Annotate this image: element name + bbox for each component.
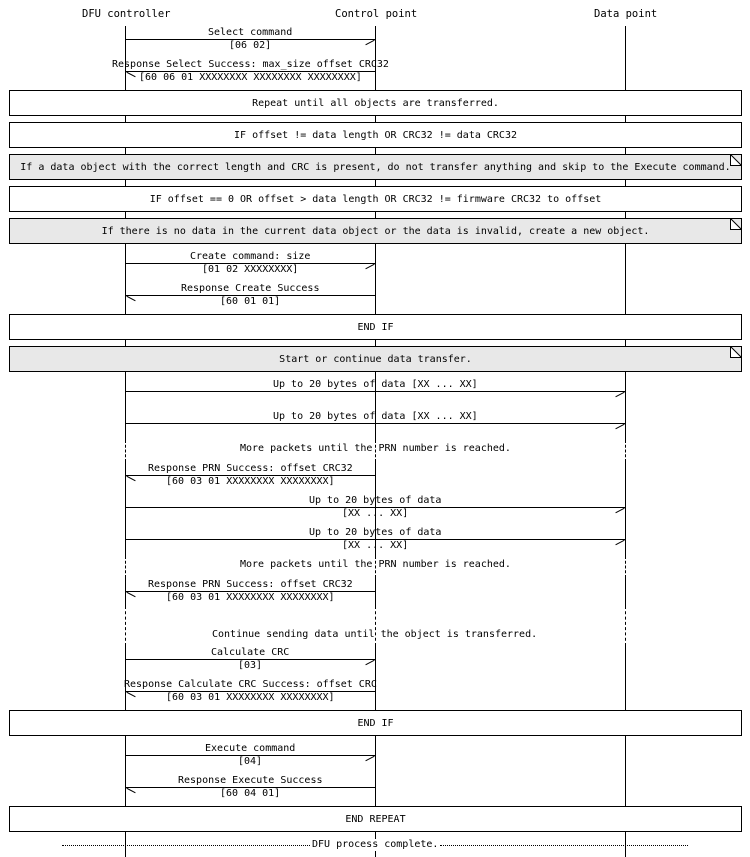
combined-fragment-box: [9, 186, 742, 212]
arrowhead-icon: [126, 592, 135, 598]
note-fold-icon: [730, 154, 742, 166]
message-payload: [60 03 01 XXXXXXXX XXXXXXXX]: [166, 592, 335, 603]
message-label: Up to 20 bytes of data: [309, 495, 442, 506]
message-payload: [06 02]: [229, 40, 272, 51]
arrowhead-icon: [615, 540, 624, 546]
message-label: Up to 20 bytes of data [XX ... XX]: [273, 411, 478, 422]
message-label: Response Execute Success: [178, 775, 323, 786]
message-label: Calculate CRC: [211, 647, 290, 658]
lifeline-control-point: [375, 578, 376, 606]
fragment-label: END IF: [357, 321, 394, 333]
lifeline-dfu-controller: [125, 440, 126, 462]
fragment-label: Repeat until all objects are transferred.: [252, 97, 499, 109]
message-payload: [60 06 01 XXXXXXXX XXXXXXXX XXXXXXXX]: [139, 72, 362, 83]
lifeline-data-point: [625, 578, 626, 606]
note-text: If there is no data in the current data object or the data is invalid, create a new object.: [101, 225, 650, 237]
combined-fragment-box: [9, 90, 742, 116]
arrowhead-icon: [126, 692, 135, 698]
combined-fragment-box: [9, 122, 742, 148]
message-payload: [04]: [238, 756, 263, 767]
arrowhead-icon: [126, 788, 135, 794]
fragment-label: IF offset != data length OR CRC32 != data CRC32: [234, 129, 517, 141]
fragment-label: IF offset == 0 OR offset > data length OR CRC32 != firmware CRC32 to offset: [149, 193, 602, 205]
message-label: Execute command: [205, 743, 296, 754]
message-payload: [60 04 01]: [220, 788, 281, 799]
separator-label: DFU process complete.: [312, 839, 439, 850]
note-box: [9, 346, 742, 372]
separator-line-right: [440, 845, 688, 846]
message-payload: [03]: [238, 660, 263, 671]
participant-control-point: Control point: [335, 8, 418, 20]
lifeline-data-point: [625, 440, 626, 462]
arrowhead-icon: [365, 756, 374, 762]
message-label: Response Create Success: [181, 283, 320, 294]
note-text: Start or continue data transfer.: [279, 353, 472, 365]
participant-dfu-controller: DFU controller: [82, 8, 171, 20]
message-label: Create command: size: [190, 251, 311, 262]
combined-fragment-box: [9, 314, 742, 340]
lifeline-dfu-controller: [125, 556, 126, 578]
message-payload: [XX ... XX]: [342, 540, 409, 551]
delay-note: More packets until the PRN number is reached.: [240, 443, 511, 454]
arrowhead-icon: [615, 392, 624, 398]
separator-line-left: [62, 845, 310, 846]
arrowhead-icon: [365, 660, 374, 666]
delay-note: More packets until the PRN number is reached.: [240, 559, 511, 570]
delay-note: Continue sending data until the object is transferred.: [212, 629, 538, 640]
message-label: Up to 20 bytes of data [XX ... XX]: [273, 379, 478, 390]
message-payload: [60 03 01 XXXXXXXX XXXXXXXX]: [166, 476, 335, 487]
message-payload: [60 03 01 XXXXXXXX XXXXXXXX]: [166, 692, 335, 703]
arrowhead-icon: [365, 40, 374, 46]
message-arrow: [125, 391, 625, 392]
arrowhead-icon: [126, 296, 135, 302]
message-arrow: [125, 423, 625, 424]
combined-fragment-box: [9, 806, 742, 832]
message-label: Response Calculate CRC Success: offset CRC: [124, 679, 377, 690]
note-fold-icon: [730, 346, 742, 358]
message-payload: [XX ... XX]: [342, 508, 409, 519]
fragment-label: END IF: [357, 717, 394, 729]
note-box: [9, 218, 742, 244]
message-label: Up to 20 bytes of data: [309, 527, 442, 538]
lifeline-dfu-controller: [125, 606, 126, 646]
lifeline-data-point: [625, 606, 626, 646]
arrowhead-icon: [615, 424, 624, 430]
note-box: [9, 154, 742, 180]
note-text: If a data object with the correct length and CRC is present, do not transfer anything and skip to the Execute command.: [20, 161, 731, 173]
arrowhead-icon: [365, 264, 374, 270]
arrowhead-icon: [126, 476, 135, 482]
note-fold-icon: [730, 218, 742, 230]
message-payload: [60 01 01]: [220, 296, 281, 307]
message-label: Response PRN Success: offset CRC32: [148, 579, 353, 590]
lifeline-data-point: [625, 462, 626, 556]
fragment-label: END REPEAT: [345, 813, 406, 825]
arrowhead-icon: [126, 72, 135, 78]
arrowhead-icon: [615, 508, 624, 514]
lifeline-data-point: [625, 556, 626, 578]
message-label: Response PRN Success: offset CRC32: [148, 463, 353, 474]
message-label: Select command: [208, 27, 293, 38]
participant-data-point: Data point: [594, 8, 658, 20]
message-payload: [01 02 XXXXXXXX]: [202, 264, 299, 275]
message-label: Response Select Success: max_size offset CRC32: [112, 59, 389, 70]
combined-fragment-box: [9, 710, 742, 736]
